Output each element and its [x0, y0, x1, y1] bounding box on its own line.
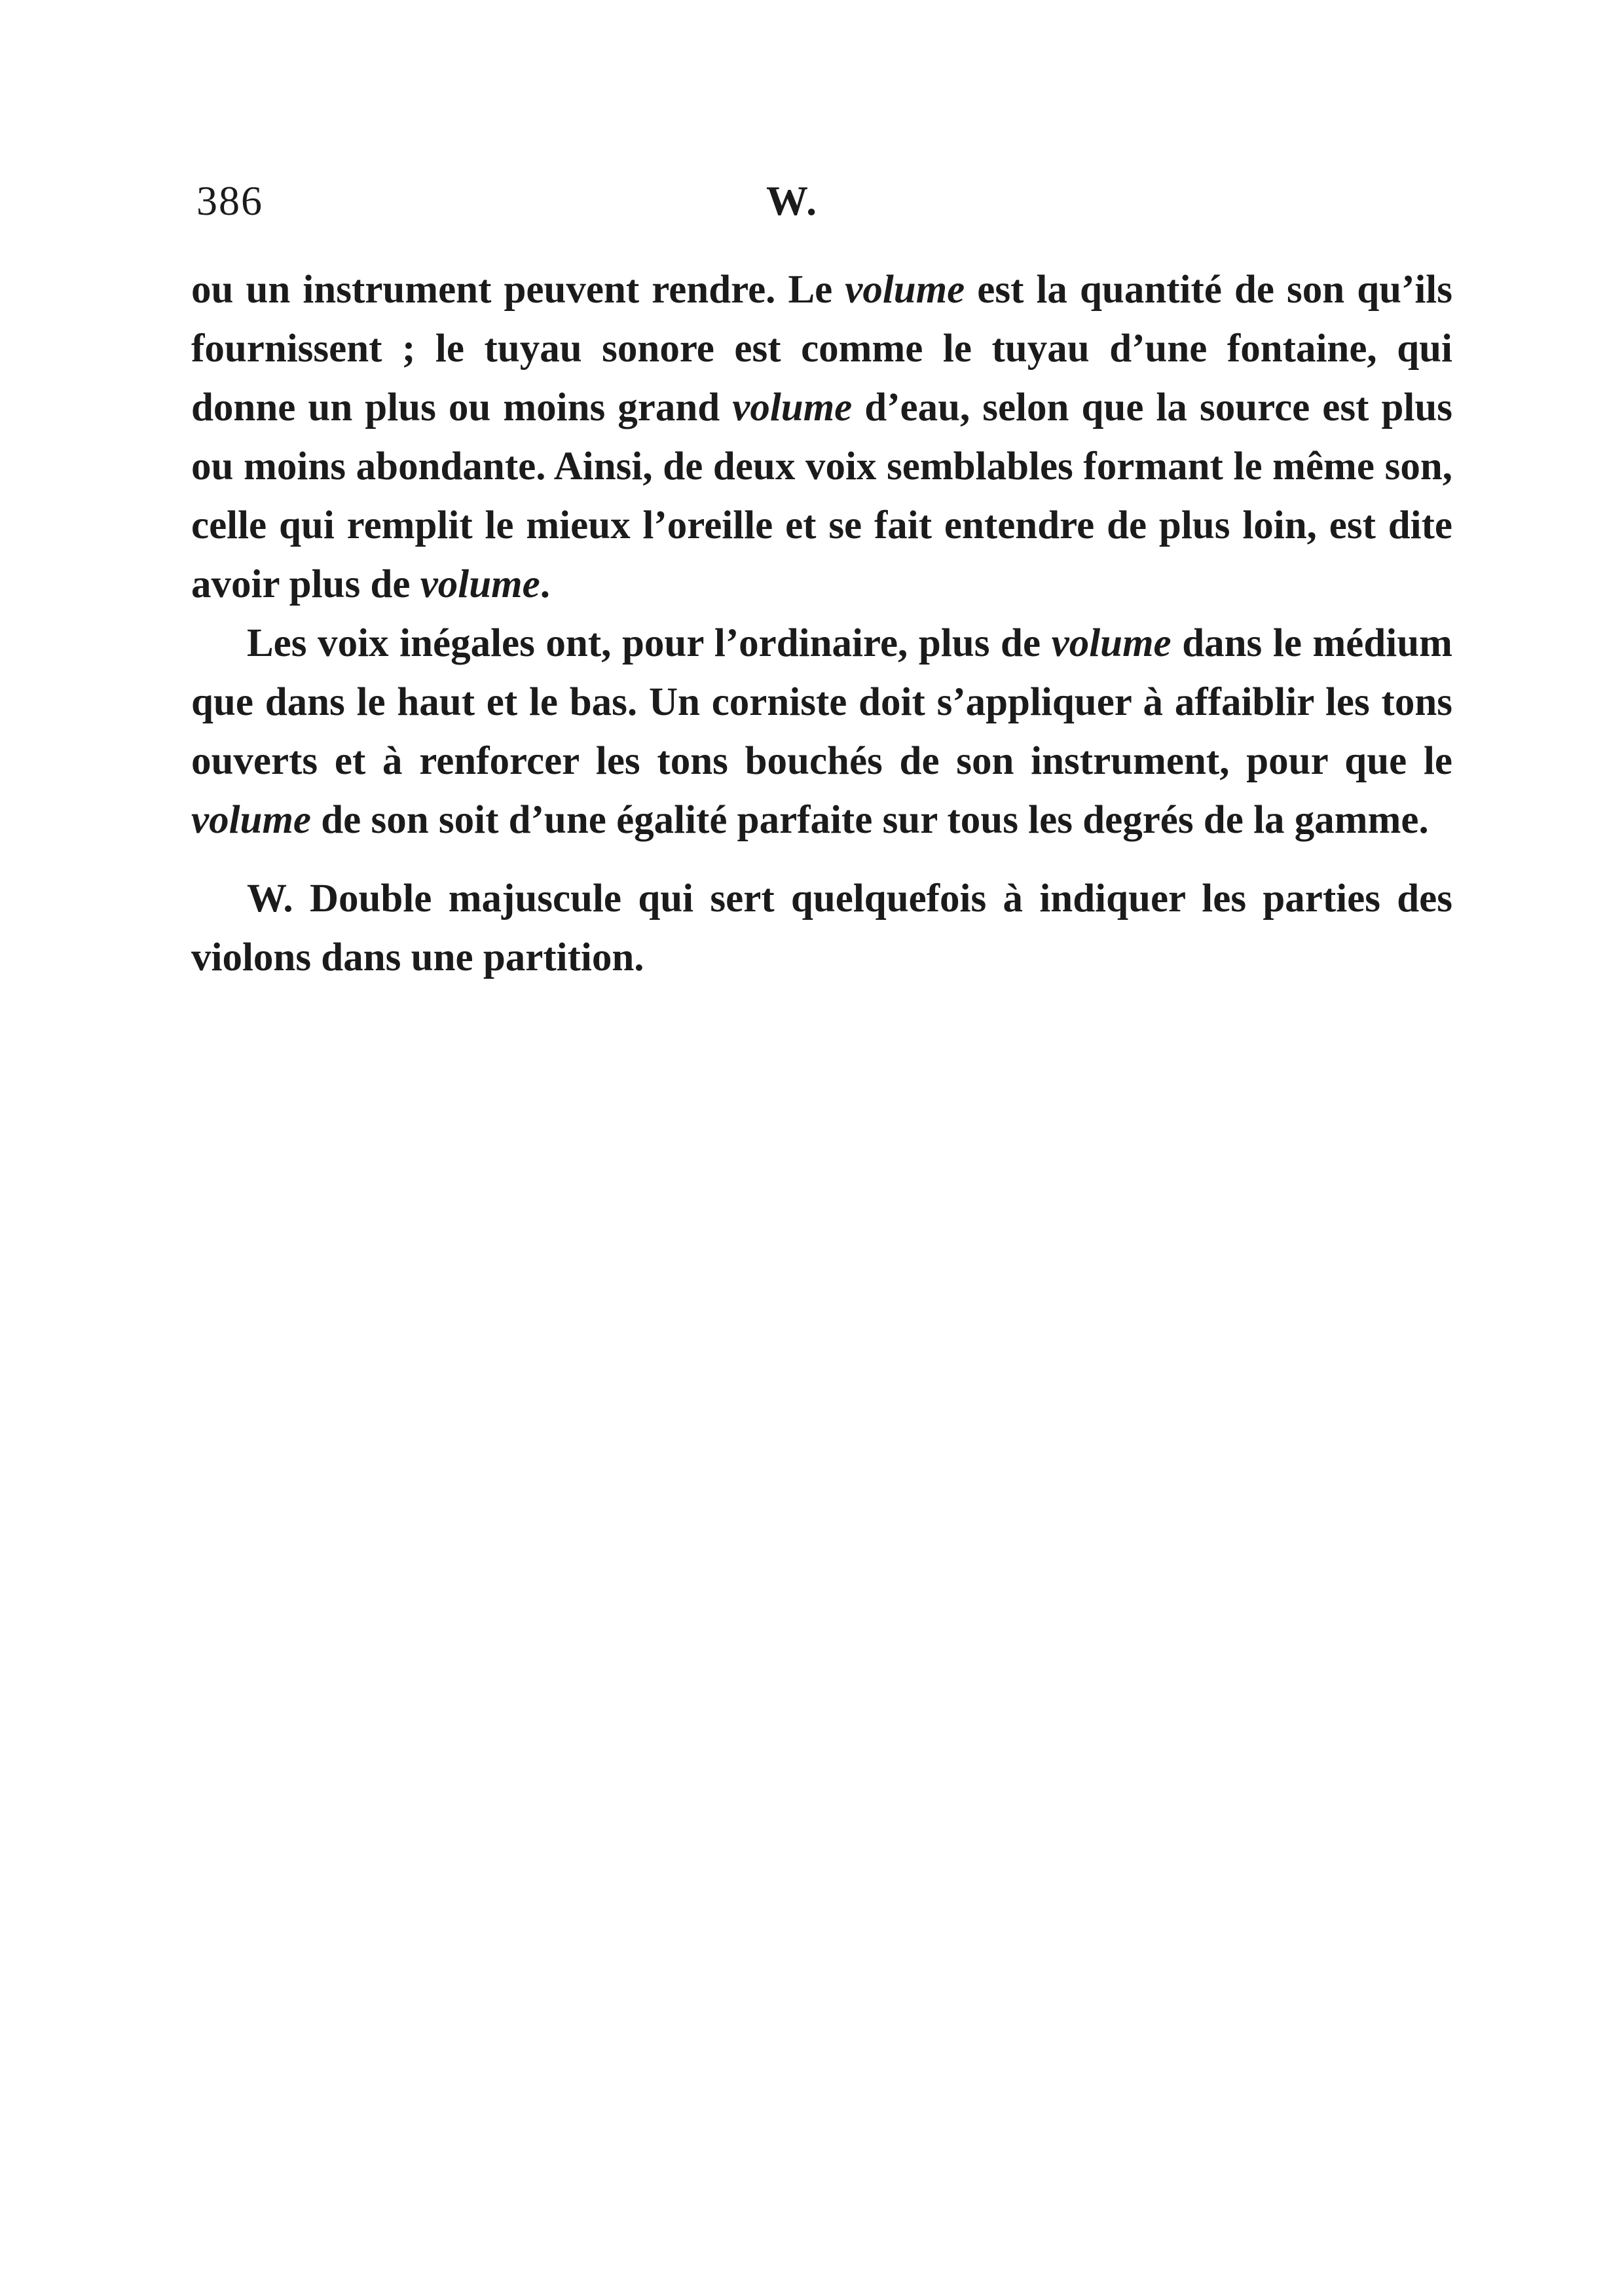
text-segment: d’eau, selon que la source est plus ou moins abondante. Ainsi, de deux voix semblables formant le même son, celle qui remplit le mieux l’oreille et se fait entendre de plus loin, est dite avoir plus de: [191, 386, 1453, 606]
paragraph-unequal-voices: [191, 614, 1452, 850]
text-segment: .: [540, 562, 550, 606]
italic-term: volume: [1051, 621, 1172, 665]
text-segment: ou un instrument peuvent rendre. Le: [191, 268, 845, 312]
text-segment: W. Double majuscule qui sert quelquefois à indiquer les parties des violons dans une partition.: [191, 877, 1452, 979]
page-header: [196, 177, 1447, 236]
text-segment: dans le médium que dans le haut et le bas. Un corniste doit s’appliquer à affaiblir les tons ouverts et à renforcer les tons bouchés de son instrument, pour que le: [191, 621, 1452, 783]
paragraph-volume-definition: [191, 261, 1452, 614]
page-number: 386: [196, 177, 263, 224]
body-text: [191, 261, 1452, 987]
text-segment: Les voix inégales ont, pour l’ordinaire, plus de: [247, 621, 1052, 665]
paragraph-entry-w: [191, 869, 1452, 987]
italic-term: volume: [420, 562, 540, 606]
italic-term: volume: [732, 386, 853, 429]
text-segment: est la quantité de son qu’ils fournissent ; le tuyau sonore est comme le tuyau d’une fontaine, qui donne un plus ou moins grand: [191, 268, 1452, 429]
italic-term: volume: [191, 798, 311, 842]
text-segment: de son soit d’une égalité parfaite sur tous les degrés de la gamme.: [310, 798, 1429, 842]
running-head: W.: [766, 177, 819, 224]
italic-term: volume: [845, 268, 965, 312]
